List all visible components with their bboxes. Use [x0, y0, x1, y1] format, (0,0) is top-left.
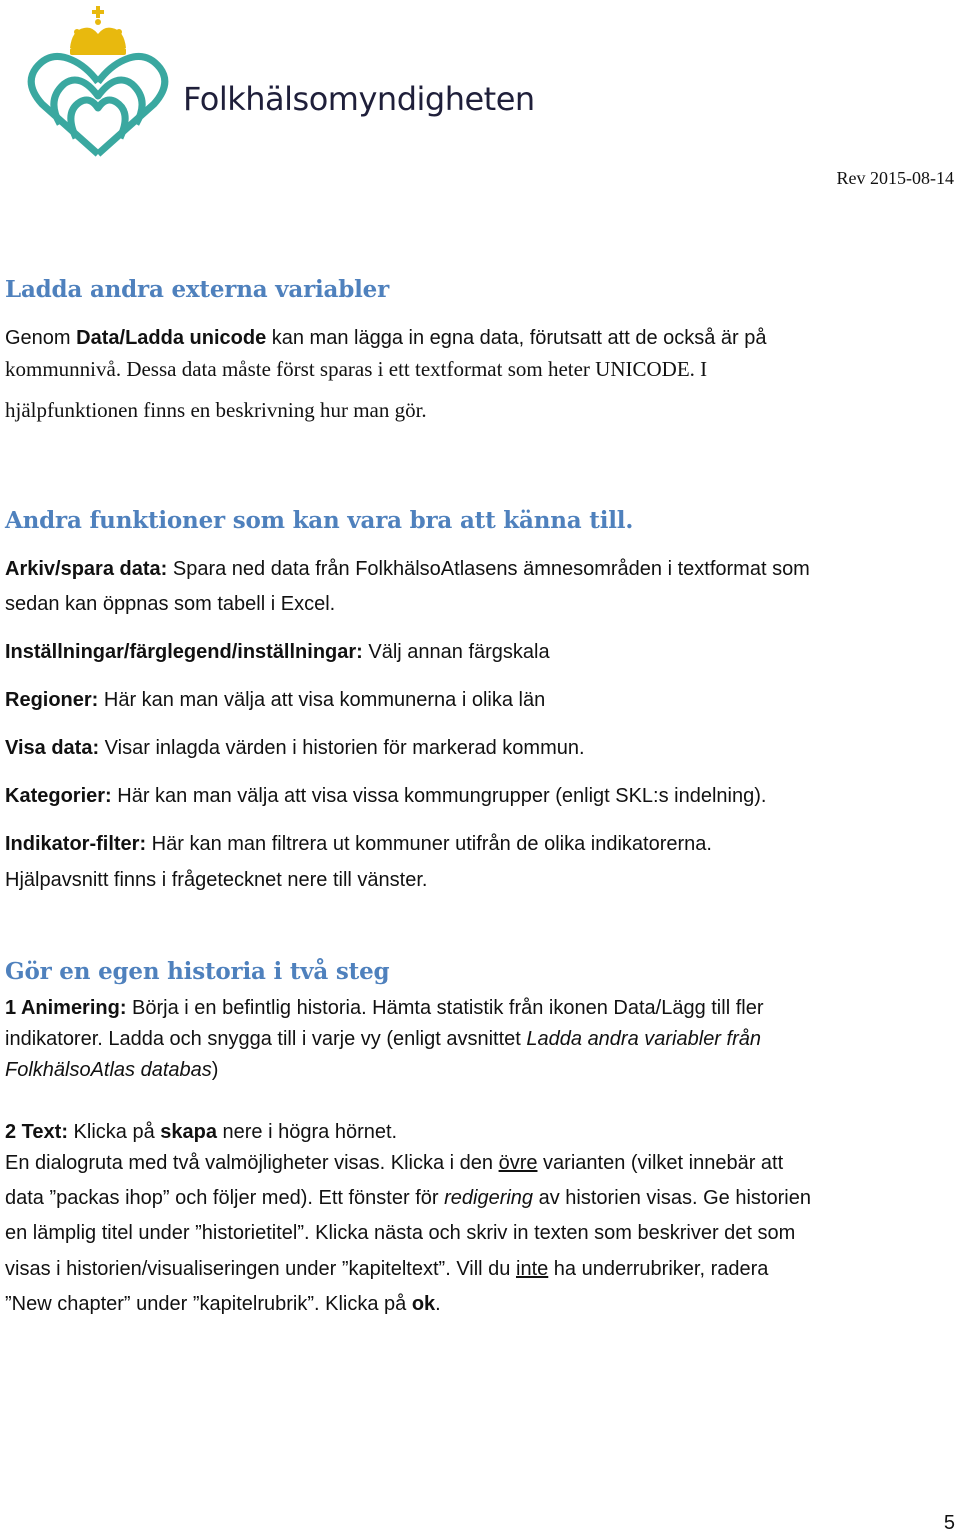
step2-line: visas i historien/visualiseringen under ”kapiteltext”. Vill du inte ha underrubriker, radera: [5, 1258, 769, 1280]
section-heading-other-functions: Andra funktioner som kan vara bra att känna till.: [5, 507, 634, 534]
step1-line: indikatorer. Ladda och snygga till i varje vy (enligt avsnittet Ladda andra variabler från: [5, 1028, 761, 1050]
crown-heart-emblem-icon: [20, 4, 180, 164]
feature-item-regioner: Regioner: Här kan man välja att visa kommunerna i olika län: [5, 689, 546, 711]
feature-item-visa-data: Visa data: Visar inlagda värden i historien för markerad kommun.: [5, 737, 585, 759]
step2-line: En dialogruta med två valmöjligheter visas. Klicka i den övre varianten (vilket innebär att: [5, 1152, 784, 1174]
feature-item-installningar: Inställningar/färglegend/inställningar: Välj annan färgskala: [5, 641, 550, 663]
step2-line: ”New chapter” under ”kapitelrubrik”. Klicka på ok.: [5, 1293, 441, 1315]
feature-label: Regioner:: [5, 689, 99, 711]
folkhalsomyndigheten-logo: [20, 4, 535, 164]
paragraph-line: hjälpfunktionen finns en beskrivning hur man gör.: [5, 398, 427, 422]
step2-line: data ”packas ihop” och följer med). Ett fönster för redigering av historien visas. Ge historien: [5, 1187, 811, 1209]
page-number: 5: [943, 1512, 955, 1534]
feature-label: Arkiv/spara data:: [5, 558, 168, 580]
step2-line: en lämplig titel under ”historietitel”. Klicka nästa och skriv in texten som beskriver det som: [5, 1222, 796, 1244]
feature-item-indikator-filter: Indikator-filter: Här kan man filtrera ut kommuner utifrån de olika indikatorerna.: [5, 833, 712, 855]
feature-label: Inställningar/färglegend/inställningar:: [5, 641, 363, 663]
menu-path-data-ladda-unicode: Data/Ladda unicode: [76, 327, 267, 349]
feature-item-arkiv: Arkiv/spara data: Spara ned data från FolkhälsoAtlasens ämnesområden i textformat som: [5, 558, 810, 580]
feature-item-continuation: sedan kan öppnas som tabell i Excel.: [5, 593, 336, 615]
paragraph-line: kommunnivå. Dessa data måste först sparas i ett textformat som heter UNICODE. I: [5, 357, 708, 381]
organization-name: Folkhälsomyndigheten: [183, 80, 535, 118]
feature-label: Visa data:: [5, 737, 100, 759]
step1-line: FolkhälsoAtlas databas): [5, 1059, 219, 1081]
step1-line: 1 Animering: Börja i en befintlig historia. Hämta statistik från ikonen Data/Lägg till fler: [5, 997, 764, 1019]
section-heading-own-story: Gör en egen historia i två steg: [5, 958, 390, 985]
paragraph-line: Genom Data/Ladda unicode kan man lägga in egna data, förutsatt att de också är på: [5, 327, 767, 349]
feature-label: Indikator-filter:: [5, 833, 147, 855]
feature-item-continuation: Hjälpavsnitt finns i frågetecknet nere till vänster.: [5, 869, 428, 891]
step-label: 1 Animering:: [5, 997, 127, 1019]
step-label: 2 Text:: [5, 1121, 68, 1143]
feature-item-kategorier: Kategorier: Här kan man välja att visa vissa kommungrupper (enligt SKL:s indelning).: [5, 785, 767, 807]
revision-date: Rev 2015-08-14: [836, 168, 954, 188]
feature-label: Kategorier:: [5, 785, 112, 807]
section-heading-external-variables: Ladda andra externa variabler: [5, 276, 390, 303]
step2-line: 2 Text: Klicka på skapa nere i högra hörnet.: [5, 1121, 398, 1143]
